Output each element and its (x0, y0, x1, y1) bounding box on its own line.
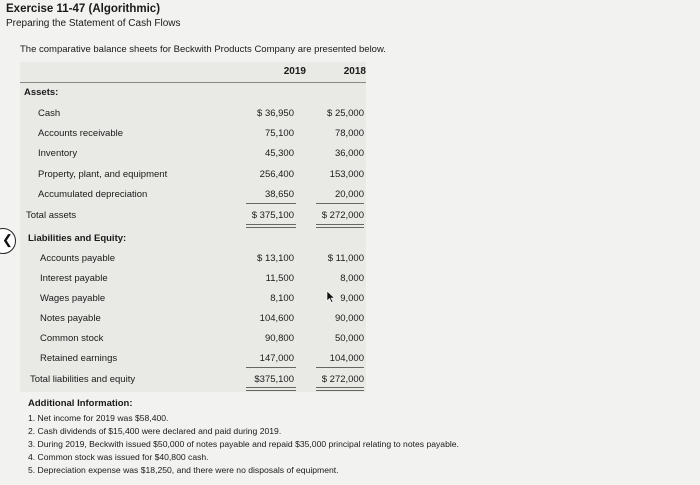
value-2019: $ 375,100 (251, 210, 294, 221)
value-2019: 45,300 (264, 148, 294, 159)
additional-info-list (28, 412, 459, 477)
list-item: 3. During 2019, Beckwith issued $50,000 of notes payable and repaid $35,000 principal relating to notes payable. (28, 439, 459, 449)
year-header-2018: 2018 (343, 66, 366, 77)
exercise-title: Exercise 11-47 (Algorithmic) (6, 3, 161, 15)
row-label: Common stock (40, 333, 104, 344)
value-2019: $ 13,100 (257, 253, 294, 264)
value-2018: 9,000 (340, 293, 364, 304)
table-row (20, 189, 366, 209)
row-label: Accounts payable (40, 253, 115, 264)
mouse-pointer-icon (326, 291, 336, 303)
row-label: Cash (38, 108, 61, 119)
value-2019: 104,600 (259, 313, 294, 324)
double-underline (246, 224, 296, 225)
value-2019: 38,650 (264, 189, 294, 200)
liabilities-heading: Liabilities and Equity: (28, 233, 127, 244)
balance-sheet-table (20, 62, 366, 392)
table-row (20, 253, 366, 273)
value-2018: 50,000 (334, 333, 364, 344)
additional-info-heading: Additional Information: (28, 398, 133, 409)
value-2018: $ 272,000 (321, 210, 364, 221)
double-underline (246, 390, 296, 391)
row-label: Interest payable (40, 273, 108, 284)
assets-heading-row (20, 87, 366, 107)
double-underline (246, 227, 296, 228)
table-row (20, 333, 366, 353)
row-label: Notes payable (40, 313, 101, 324)
double-underline (316, 390, 364, 391)
value-2018: $ 272,000 (321, 374, 364, 385)
value-2019: 256,400 (259, 169, 294, 180)
value-2018: 90,000 (334, 313, 364, 324)
list-item: 4. Common stock was issued for $40,800 cash. (28, 452, 209, 462)
double-underline (316, 387, 364, 388)
value-2019: 8,100 (270, 293, 294, 304)
value-2018: 104,000 (329, 353, 364, 364)
value-2019: $ 36,950 (257, 108, 294, 119)
table-row (20, 128, 366, 148)
row-label: Retained earnings (40, 353, 118, 364)
row-label: Wages payable (40, 293, 106, 304)
value-2018: $ 11,000 (327, 253, 364, 264)
table-row (20, 273, 366, 293)
value-2018: 20,000 (334, 189, 364, 200)
value-2018: 8,000 (340, 273, 364, 284)
total-assets-row (20, 210, 366, 230)
double-underline (316, 227, 364, 228)
value-2019: 11,500 (265, 273, 294, 284)
liab-heading-row (20, 233, 366, 253)
row-label: Total assets (26, 210, 77, 221)
value-2019: 90,800 (264, 333, 294, 344)
list-item: 5. Depreciation expense was $18,250, and there were no disposals of equipment. (28, 465, 339, 475)
year-header-2019: 2019 (283, 66, 306, 77)
row-label: Total liabilities and equity (30, 374, 136, 385)
value-2019: 147,000 (259, 353, 294, 364)
subtotal-line (316, 203, 364, 204)
double-underline (316, 224, 364, 225)
subtotal-line (316, 367, 364, 368)
chevron-left-icon: ❮ (2, 232, 13, 247)
subtotal-line (246, 367, 296, 368)
intro-text: The comparative balance sheets for Beckwith Products Company are presented below. (20, 44, 386, 55)
assets-heading: Assets: (24, 87, 59, 98)
table-row (20, 293, 366, 313)
value-2018: $ 25,000 (327, 108, 364, 119)
list-item: 2. Cash dividends of $15,400 were declared and paid during 2019. (28, 426, 282, 436)
value-2018: 153,000 (329, 169, 364, 180)
row-label: Property, plant, and equipment (38, 169, 168, 180)
header-divider (20, 82, 366, 83)
back-button[interactable] (0, 228, 16, 254)
table-row (20, 169, 366, 189)
total-liabilities-row (20, 374, 366, 394)
exercise-subtitle: Preparing the Statement of Cash Flows (6, 18, 181, 29)
value-2019: $375,100 (254, 374, 294, 385)
table-row (20, 148, 366, 168)
subtotal-line (246, 203, 296, 204)
double-underline (246, 387, 296, 388)
row-label: Accumulated depreciation (38, 189, 148, 200)
row-label: Accounts receivable (38, 128, 124, 139)
table-row (20, 108, 366, 128)
list-item: 1. Net income for 2019 was $58,400. (28, 413, 169, 423)
table-row (20, 353, 366, 373)
value-2018: 78,000 (334, 128, 364, 139)
value-2019: 75,100 (264, 128, 294, 139)
table-row (20, 313, 366, 333)
row-label: Inventory (38, 148, 78, 159)
value-2018: 36,000 (334, 148, 364, 159)
